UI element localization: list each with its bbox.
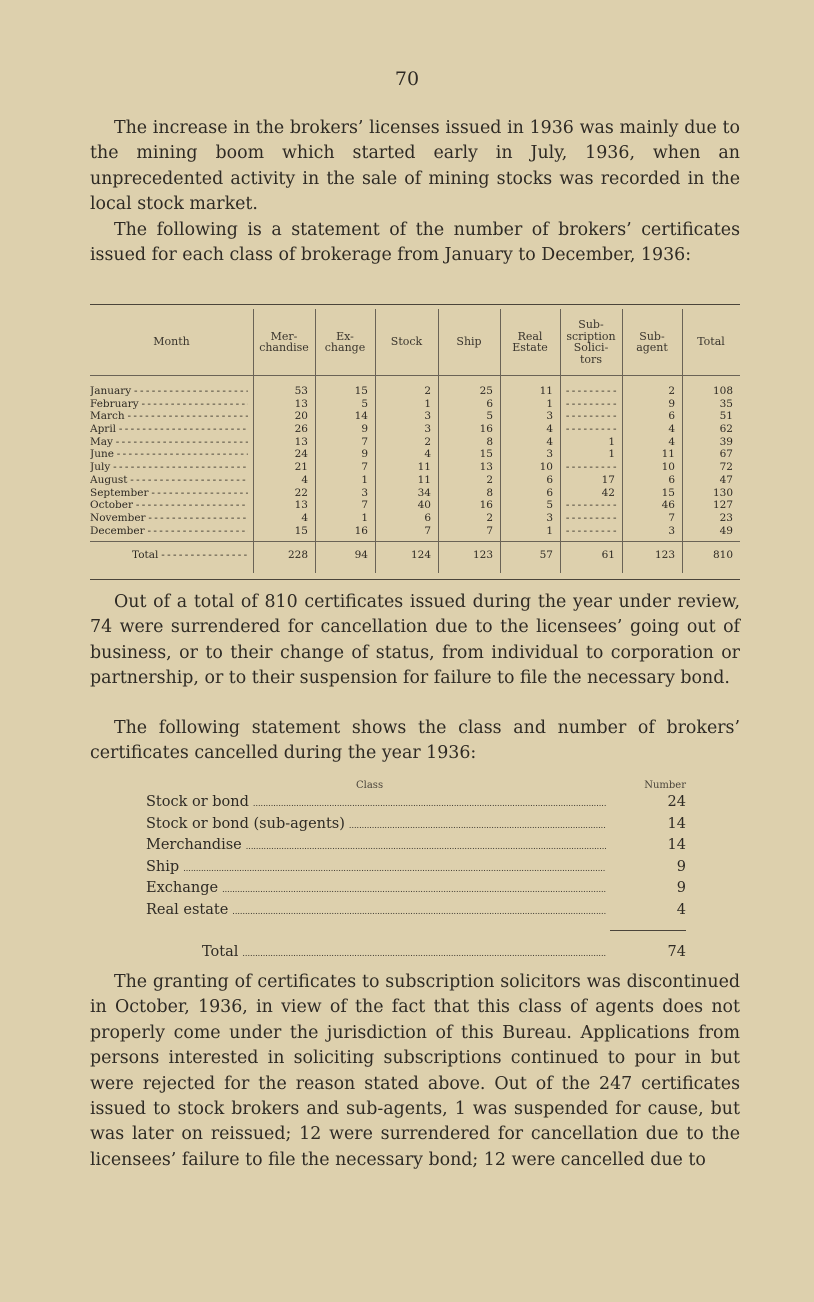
table-column-header: Ship (456, 335, 482, 349)
value-cell: 3 (668, 524, 675, 537)
value-cell: 21 (294, 461, 308, 474)
value-cell: 1 (608, 435, 615, 448)
table-row (90, 410, 740, 423)
value-cell: 2 (668, 385, 675, 397)
paragraph-statement-intro (90, 218, 740, 269)
value-cell: 7 (361, 461, 368, 474)
dot-leader (246, 837, 606, 853)
table-row-rule (90, 541, 740, 542)
value-cell: 1 (361, 511, 368, 524)
table-column-header: Sub- scription Solici- tors (566, 318, 616, 366)
value-cell: 7 (361, 435, 368, 448)
month-cell: May - - - (90, 436, 248, 448)
month-cell: February - - - (90, 398, 248, 410)
value-cell: 3 (424, 423, 431, 436)
value-cell: 4 (546, 435, 553, 448)
list-item (146, 837, 686, 859)
value-cell: 10 (539, 461, 553, 474)
value-cell: 7 (486, 524, 493, 537)
value-cell: 4 (668, 435, 675, 448)
value-cell: 35 (719, 397, 733, 410)
total-cell: 124 (410, 549, 431, 561)
class-label: Stock or bond (sub-agents) (146, 815, 345, 832)
list-item (146, 794, 686, 816)
paragraph-mining-boom (90, 116, 740, 218)
value-cell: 11 (539, 385, 553, 397)
dot-leader (253, 794, 606, 810)
value-cell: 3 (424, 410, 431, 423)
total-cell: 228 (287, 549, 308, 561)
value-cell: 13 (294, 499, 308, 512)
value-cell: 49 (719, 524, 733, 537)
value-cell: 51 (719, 410, 733, 423)
value-cell: 53 (294, 385, 308, 397)
month-cell: June - - - (90, 448, 248, 460)
class-number: 9 (676, 880, 686, 896)
value-cell: 2 (486, 511, 493, 524)
total-label: Total - - - (132, 549, 248, 561)
month-cell: April - - - (90, 423, 248, 435)
value-cell: 13 (294, 435, 308, 448)
value-cell: 10 (661, 461, 675, 474)
value-cell: 5 (546, 499, 553, 512)
value-cell: 4 (301, 511, 308, 524)
value-cell: 5 (361, 397, 368, 410)
class-label: Ship (146, 858, 180, 875)
value-cell: 1 (546, 524, 553, 537)
table-row (90, 525, 740, 538)
table-row (90, 385, 740, 398)
value-cell: 130 (712, 486, 733, 499)
table-column-header: Month (153, 335, 190, 349)
dot-leader (349, 816, 606, 832)
table-row (90, 448, 740, 461)
table-row (90, 436, 740, 449)
value-cell: 9 (361, 423, 368, 436)
dot-leader (232, 902, 606, 918)
value-cell: 2 (424, 385, 431, 397)
value-cell: 108 (712, 385, 733, 397)
list-item (146, 816, 686, 838)
value-cell: 1 (546, 397, 553, 410)
table-column-header: Stock (390, 335, 423, 349)
value-cell: 15 (479, 448, 493, 461)
value-cell: 25 (479, 385, 493, 397)
value-cell: 7 (424, 524, 431, 537)
cancellations-list (146, 780, 686, 960)
value-cell: 24 (294, 448, 308, 461)
value-cell: - - - - - - - - - (565, 397, 616, 410)
value-cell: 11 (661, 448, 675, 461)
value-cell: 13 (294, 397, 308, 410)
value-cell: 42 (601, 486, 615, 499)
class-number: 4 (676, 901, 686, 918)
cancellations-total-row (146, 944, 686, 966)
list-item (146, 880, 686, 902)
paragraph-surrendered (90, 590, 740, 692)
value-cell: - - - - - - - - - (565, 511, 616, 524)
class-column-header: Class (356, 780, 384, 791)
value-cell: 4 (301, 473, 308, 486)
table-row (90, 487, 740, 500)
value-cell: 7 (668, 511, 675, 524)
class-label: Merchandise (146, 837, 242, 853)
value-cell: 22 (294, 486, 308, 499)
value-cell: 6 (668, 410, 675, 423)
total-cell: 123 (472, 549, 493, 561)
value-cell: 3 (546, 511, 553, 524)
value-cell: 7 (361, 499, 368, 512)
total-cell: 810 (712, 549, 733, 561)
month-cell: March - - - (90, 410, 248, 422)
class-label: Stock or bond (146, 794, 249, 810)
cancellations-header (146, 780, 686, 794)
total-number: 74 (667, 944, 686, 960)
total-cell: 123 (654, 549, 675, 561)
value-cell: 13 (479, 461, 493, 474)
value-cell: 127 (712, 499, 733, 512)
value-cell: 9 (361, 448, 368, 461)
month-cell: September - - - (90, 487, 248, 499)
value-cell: 20 (294, 410, 308, 423)
value-cell: 40 (417, 499, 431, 512)
value-cell: 1 (608, 448, 615, 461)
value-cell: 4 (668, 423, 675, 436)
table-row (90, 461, 740, 474)
paragraph-text: The following is a statement of the number of brokers’ certificates issued for each class of brokerage from January to December, 1936: (90, 220, 740, 266)
value-cell: 47 (719, 473, 733, 486)
class-label: Real estate (146, 901, 229, 918)
number-column-header: Number (644, 780, 686, 791)
value-cell: - - - - - - - - - (565, 423, 616, 436)
value-cell: - - - - - - - - - (565, 524, 616, 537)
month-cell: August - - - (90, 474, 248, 486)
table-column-header: Ex- change (324, 329, 366, 354)
value-cell: 3 (361, 486, 368, 499)
certificates-table (90, 304, 740, 580)
table-column-header: Mer- chandise (259, 329, 309, 354)
value-cell: 8 (486, 486, 493, 499)
value-cell: 6 (668, 473, 675, 486)
value-cell: 2 (486, 473, 493, 486)
month-cell: January - - - (90, 385, 248, 397)
table-body (90, 385, 740, 537)
cancellations-rows (146, 794, 686, 923)
month-cell: November - - - (90, 512, 248, 524)
value-cell: 26 (294, 423, 308, 436)
total-cell: 61 (601, 549, 615, 561)
value-cell: 1 (361, 473, 368, 486)
value-cell: 46 (661, 499, 675, 512)
table-row (90, 423, 740, 436)
table-column-header: Real Estate (512, 329, 548, 354)
value-cell: 11 (417, 461, 431, 474)
value-cell: 72 (719, 461, 733, 474)
value-cell: 34 (417, 486, 431, 499)
paragraph-text: The granting of certificates to subscription solicitors was discontinued in October, 1936, in view of the fact that this class of agents does not properly come under the jurisdiction of this Bureau. Applications from persons interested in soliciting subscriptions continued to pour in but were rejected for the reason stated above. Out of the 247 certificates issued to stock brokers and sub-agents, 1 was suspended for cause, but was later on reissued; 12 were surrendered for cancellation due to the licensees’ failure to file the necessary bond; 12 were cancelled due to (90, 972, 740, 1170)
value-cell: - - - - - - - - - (565, 410, 616, 423)
class-number: 14 (667, 837, 686, 853)
total-rule (610, 930, 686, 931)
value-cell: 14 (354, 410, 368, 423)
value-cell: 6 (424, 511, 431, 524)
value-cell: 8 (486, 435, 493, 448)
page-number: 70 (394, 68, 420, 90)
class-number: 14 (667, 815, 686, 832)
month-cell: July - - - (90, 461, 248, 473)
value-cell: 15 (661, 486, 675, 499)
value-cell: 11 (417, 473, 431, 486)
month-cell: December - - - (90, 525, 248, 537)
value-cell: 4 (546, 423, 553, 436)
class-number: 9 (676, 858, 686, 875)
value-cell: 3 (546, 448, 553, 461)
table-row (90, 499, 740, 512)
value-cell: - - - - - - - - - (565, 461, 616, 474)
value-cell: - - - - - - - - - (565, 385, 616, 397)
value-cell: 16 (479, 423, 493, 436)
table-column-header: Sub- agent (636, 329, 668, 354)
table-row (90, 474, 740, 487)
value-cell: 16 (354, 524, 368, 537)
value-cell: 6 (486, 397, 493, 410)
value-cell: 2 (424, 435, 431, 448)
value-cell: 3 (546, 410, 553, 423)
table-row (90, 512, 740, 525)
dot-leader (242, 944, 606, 960)
month-cell: October - - - (90, 499, 248, 511)
value-cell: 4 (424, 448, 431, 461)
value-cell: 1 (424, 397, 431, 410)
class-label: Exchange (146, 880, 219, 896)
paragraph-text: The following statement shows the class and number of brokers’ certificates cancelled during the year 1936: (90, 718, 740, 764)
paragraph-subscription-solicitors (90, 970, 740, 1173)
table-row-rule (90, 375, 740, 376)
value-cell: 16 (479, 499, 493, 512)
total-label: Total (202, 944, 239, 960)
value-cell: 23 (719, 511, 733, 524)
value-cell: 5 (486, 410, 493, 423)
paragraph-cancelled-intro (90, 716, 740, 767)
value-cell: 6 (546, 486, 553, 499)
value-cell: 62 (719, 423, 733, 436)
total-cell: 94 (354, 549, 368, 561)
table-row (90, 398, 740, 411)
paragraph-text: The increase in the brokers’ licenses issued in 1936 was mainly due to the mining boom which started early in July, 1936, when an unprecedented activity in the sale of mining stocks was recorded in the local stock market. (90, 118, 740, 215)
value-cell: 6 (546, 473, 553, 486)
list-item (146, 859, 686, 881)
value-cell: 15 (294, 524, 308, 537)
table-column-header: Total (697, 335, 725, 349)
paragraph-text: Out of a total of 810 certificates issued during the year under review, 74 were surrendered for cancellation due to the licensees’ going out of business, or to their change of status, from individual to corporation or partnership, or to their suspension for failure to file the necessary bond. (90, 592, 740, 689)
dot-leader (222, 880, 606, 896)
dot-leader (183, 859, 606, 875)
value-cell: 17 (601, 473, 615, 486)
list-item (146, 902, 686, 924)
class-number: 24 (667, 794, 686, 810)
value-cell: - - - - - - - - - (565, 499, 616, 512)
value-cell: 15 (354, 385, 368, 397)
total-cell: 57 (539, 549, 553, 561)
value-cell: 67 (719, 448, 733, 461)
value-cell: 9 (668, 397, 675, 410)
value-cell: 39 (719, 435, 733, 448)
